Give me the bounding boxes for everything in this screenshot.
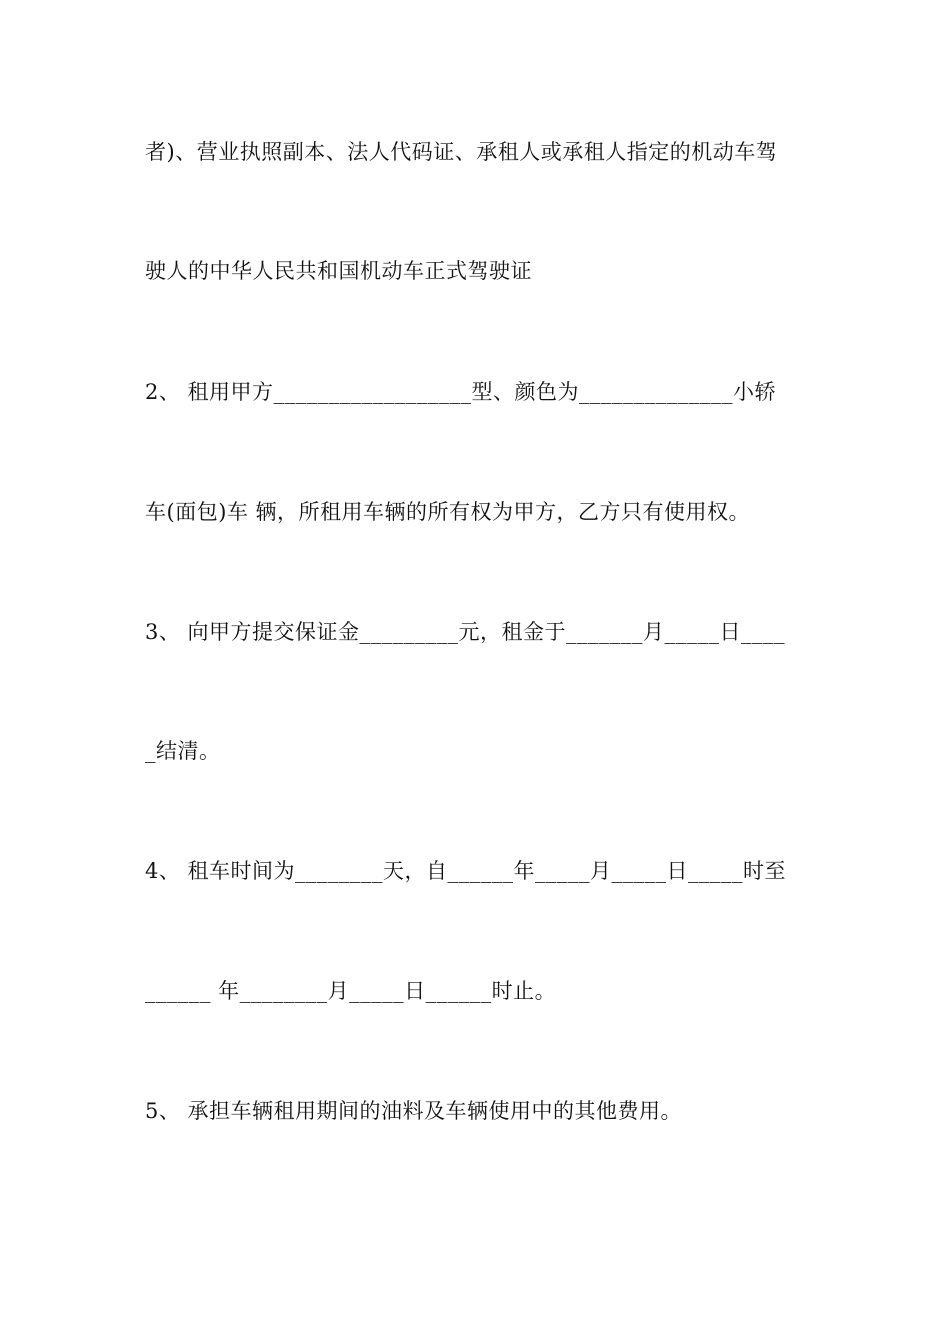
text-line-1: 者)、营业执照副本、法人代码证、承租人或承租人指定的机动车驾 [145, 140, 778, 164]
text-line-4: 车(面包)车 辆，所租用车辆的所有权为甲方，乙方只有使用权。 [145, 500, 751, 524]
text-line-5: 3、 向甲方提交保证金_________元，租金于_______月_____日____ [145, 620, 786, 644]
text-line-7: 4、 租车时间为________天，自______年_____月_____日_____时至 [145, 859, 787, 883]
text-line-6: _结清。 [145, 739, 221, 763]
text-line-2: 驶人的中华人民共和国机动车正式驾驶证 [145, 259, 532, 283]
text-line-8: ______ 年________月_____日______时止。 [145, 979, 557, 1003]
text-line-9: 5、 承担车辆租用期间的油料及车辆使用中的其他费用。 [145, 1099, 683, 1123]
text-line-3: 2、 租用甲方__________________型、颜色为______________小轿 [145, 380, 777, 404]
